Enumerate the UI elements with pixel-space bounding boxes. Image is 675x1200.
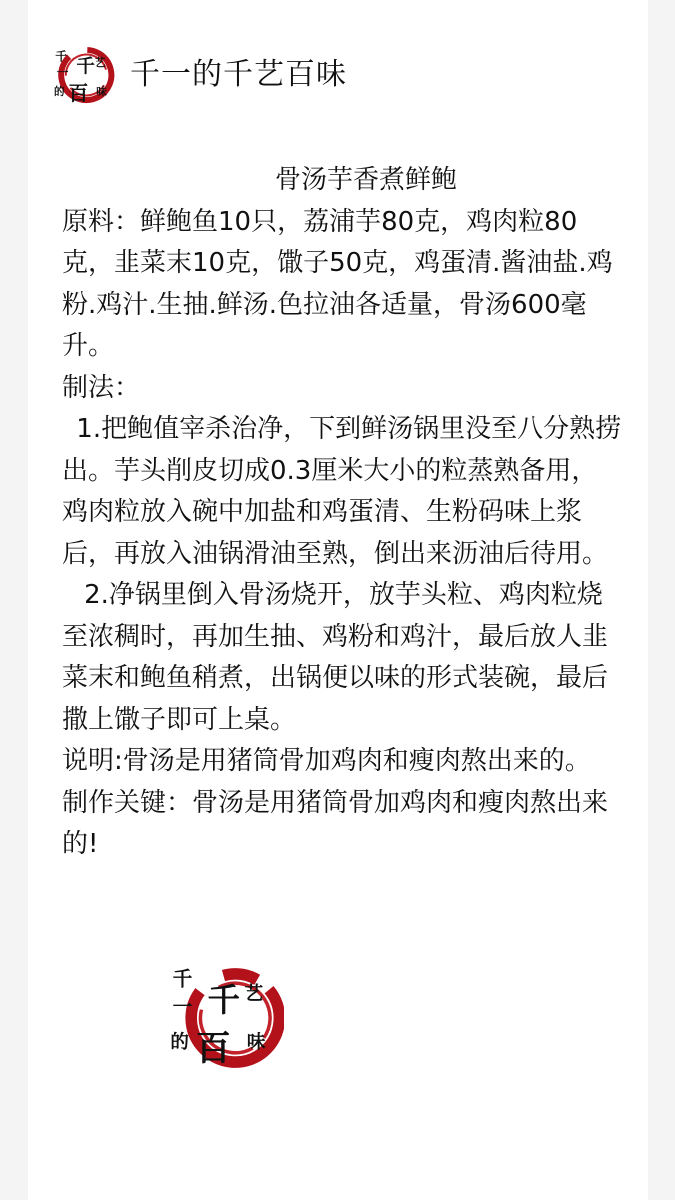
svg-text:千: 千 — [55, 49, 68, 64]
brand-seal-logo-icon[interactable] — [50, 42, 116, 108]
channel-name[interactable]: 千一的千艺百味 — [130, 57, 347, 92]
svg-text:千: 千 — [207, 981, 240, 1020]
svg-text:千: 千 — [76, 56, 95, 78]
svg-text:百: 百 — [195, 1027, 231, 1069]
svg-text:千: 千 — [172, 966, 193, 991]
svg-text:百: 百 — [68, 81, 89, 106]
svg-text:味: 味 — [96, 85, 107, 98]
svg-text:的: 的 — [53, 85, 65, 98]
brand-seal-logo-large-icon — [168, 960, 284, 1076]
svg-text:的: 的 — [170, 1032, 189, 1054]
note-paragraph: 说明:骨汤是用猪筒骨加鸡肉和瘦肉熬出来的。 — [62, 746, 591, 776]
step-1-paragraph: 1.把鲍值宰杀治净，下到鲜汤锅里没至八分熟捞出。芋头削皮切成0.3厘米大小的粒蒸熟备用，鸡肉粒放入碗中加盐和鸡蛋清、生粉码味上浆后，再放入油锅滑油至熟，倒出来沥油后待用。 — [62, 414, 622, 569]
key-point-paragraph: 制作关键：骨汤是用猪筒骨加鸡肉和瘦肉熬出来的! — [62, 787, 609, 859]
article-page — [28, 0, 648, 1200]
step-2-paragraph: 2.净锅里倒入骨汤烧开，放芋头粒、鸡肉粒烧至浓稠时，再加生抽、鸡粉和鸡汁，最后放人韭菜末和鲍鱼稍煮，出锅便以味的形式装碗，最后撒上馓子即可上桌。 — [62, 580, 609, 735]
svg-text:艺: 艺 — [94, 56, 106, 69]
svg-text:味: 味 — [246, 1032, 266, 1054]
svg-text:一: 一 — [172, 994, 193, 1019]
method-label: 制法： — [62, 372, 141, 403]
svg-text:一: 一 — [56, 65, 69, 80]
svg-text:艺: 艺 — [244, 983, 264, 1005]
ingredients-paragraph: 原料：鲜鲍鱼10只，荔浦芋80克，鸡肉粒80克，韭菜末10克，馓子50克，鸡蛋清.酱油盐.鸡粉.鸡汁.生抽.鲜汤.色拉油各适量，骨汤600毫升。 — [62, 206, 613, 361]
article-body — [62, 160, 622, 866]
article-title: 骨汤芋香煮鲜鲍 — [274, 165, 457, 195]
channel-header — [50, 40, 347, 110]
